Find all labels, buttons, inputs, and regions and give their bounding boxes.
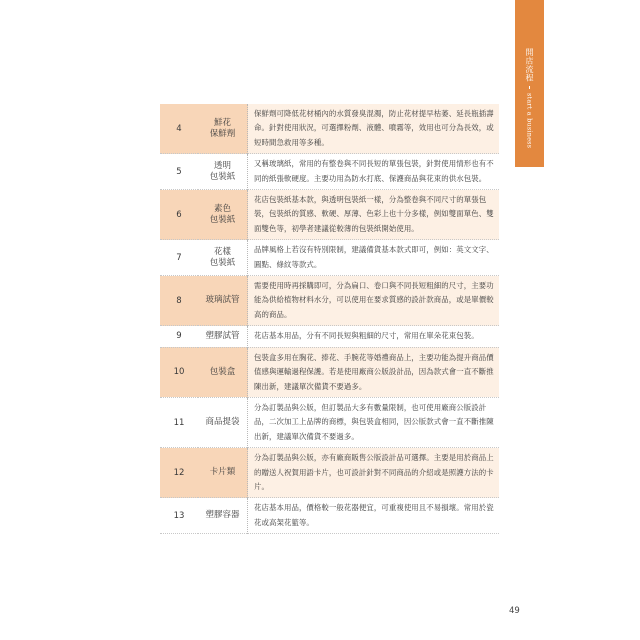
chapter-subtitle: start a business: [525, 93, 534, 149]
item-name: 卡片類: [198, 448, 248, 498]
table-row: [160, 190, 499, 240]
row-number: 13: [160, 498, 198, 534]
supplies-table: [160, 104, 499, 534]
item-name: 塑膠容器: [198, 498, 248, 534]
row-number: 5: [160, 154, 198, 190]
table-row: [160, 276, 499, 326]
chapter-side-tab: [515, 0, 544, 167]
item-name: 商品提袋: [198, 397, 248, 447]
row-number: 9: [160, 326, 198, 347]
table-row: [160, 326, 499, 347]
item-description: 分為訂製品與公版，但訂製品大多有數量限制，也可使用廠商公版設計品，二次加工上品牌的商標，與包裝盒相同，因公版款式會一直不斷推陳出新，建議單次備貨不要過多。: [248, 397, 500, 447]
page-number: 49: [509, 606, 520, 616]
item-description: 分為訂製品與公版，亦有廠商販售公版設計品可選擇。主要是用於商品上的贈送人祝賀用語卡片，也可設計針對不同商品的介紹或是照護方法的卡片。: [248, 448, 500, 498]
table-row: [160, 448, 499, 498]
table-row: [160, 154, 499, 190]
item-description: 需要使用時再採購即可，分為扁口、卷口與不同長短粗細的尺寸，主要功能為供給植物材料水分，可以使用在要求質感的設計款商品，或是單價較高的商品。: [248, 276, 500, 326]
row-number: 12: [160, 448, 198, 498]
item-name: 鮮花 保鮮劑: [198, 104, 248, 154]
item-name: 包裝盒: [198, 347, 248, 397]
item-description: 花店包裝紙基本款，與透明包裝紙一樣，分為整卷與不同尺寸的單張包裝，包裝紙的質感、軟硬、厚薄、色彩上也十分多樣，例如雙面單色、雙面雙色等，初學者建議從較薄的包裝紙開始使用。: [248, 190, 500, 240]
item-description: 保鮮劑可降低花材桶內的水質發臭混濁，防止花材提早枯萎、延長瓶插壽命。針對使用狀況，可選擇粉劑、液體、噴霧等，效用也可分為長效，或短時間急救用等多種。: [248, 104, 500, 154]
item-description: 花店基本用品，分有不同長短與粗細的尺寸，常用在單朵花束包裝。: [248, 326, 500, 347]
row-number: 11: [160, 397, 198, 447]
item-description: 品牌風格上若沒有特別限制，建議備貨基本款式即可，例如：英文文字、圓點、條紋等款式。: [248, 240, 500, 276]
chapter-divider: [529, 86, 530, 89]
table-row: [160, 347, 499, 397]
item-description: 又稱玻璃紙，常用的有整卷與不同長短的單張包裝，針對使用情形也有不同的紙張軟硬度。主要功用為防水打底、保護商品與花束的供水包裝。: [248, 154, 500, 190]
item-description: 包裝盒多用在胸花、捧花、手腕花等婚禮商品上，主要功能為提升商品價值感與運輸過程保護。若是使用廠商公版設計品，因為款式會一直不斷推陳出新，建議單次備貨不要過多。: [248, 347, 500, 397]
row-number: 7: [160, 240, 198, 276]
table-row: [160, 397, 499, 447]
row-number: 8: [160, 276, 198, 326]
item-description: 花店基本用品，價格較一般花器便宜，可重複使用且不易損壞。常用於瓷花或高架花籃等。: [248, 498, 500, 534]
item-name: 素色 包裝紙: [198, 190, 248, 240]
table-row: [160, 240, 499, 276]
row-number: 10: [160, 347, 198, 397]
item-name: 玻璃試管: [198, 276, 248, 326]
row-number: 4: [160, 104, 198, 154]
item-name: 透明 包裝紙: [198, 154, 248, 190]
chapter-title: 開店流程: [525, 48, 534, 82]
item-name: 花樣 包裝紙: [198, 240, 248, 276]
table-row: [160, 104, 499, 154]
item-name: 塑膠試管: [198, 326, 248, 347]
table-row: [160, 498, 499, 534]
row-number: 6: [160, 190, 198, 240]
